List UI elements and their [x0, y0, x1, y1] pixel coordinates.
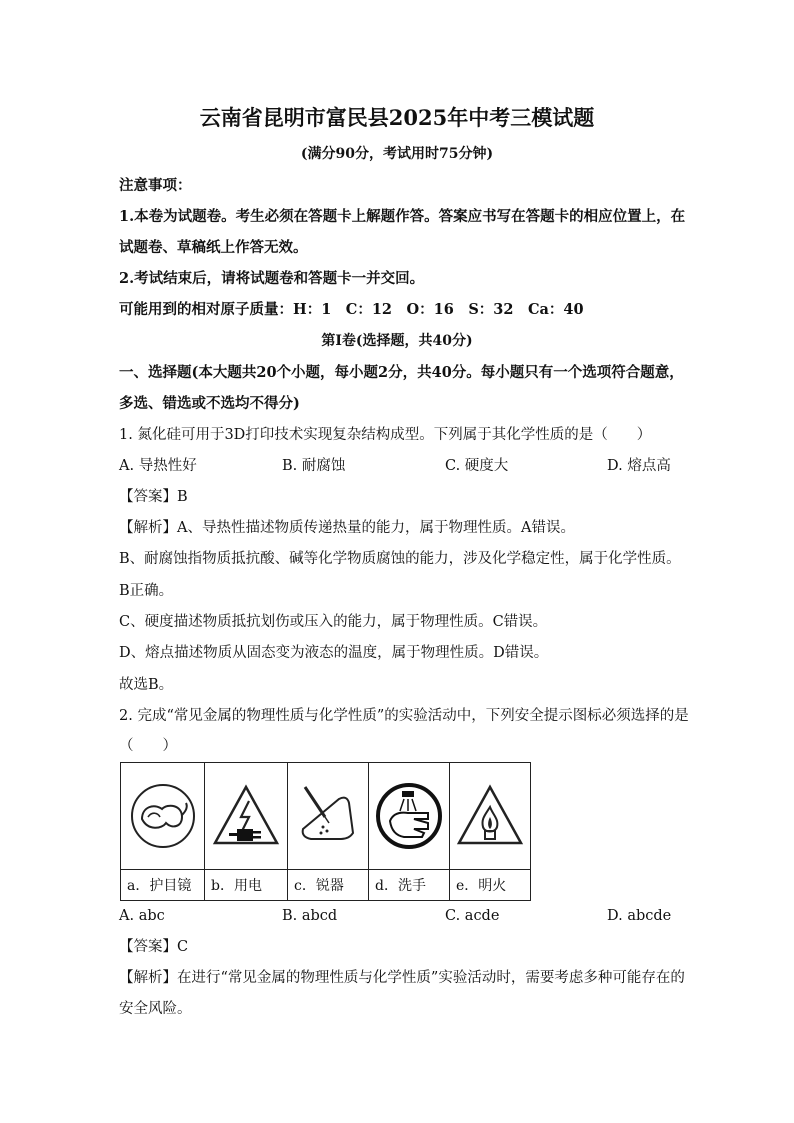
question-1-stem: 1. 氮化硅可用于3D打印技术实现复杂结构成型。下列属于其化学性质的是（ ） [119, 427, 652, 443]
wash-hands-icon [374, 781, 444, 851]
sharp-object-icon [293, 781, 363, 851]
question-2-option-c: C. acde [445, 908, 500, 924]
section-title: 第Ⅰ卷(选择题，共40分) [321, 333, 473, 349]
part-heading: 一、选择题(本大题共20个小题，每小题2分，共40分。每小题只有一个选项符合题意， [119, 364, 684, 381]
question-1-option-c: C. 硬度大 [445, 458, 509, 474]
open-flame-icon [455, 781, 525, 851]
question-1-analysis: B、耐腐蚀指物质抵抗酸、碱等化学物质腐蚀的能力，涉及化学稳定性，属于化学性质。 [119, 551, 681, 567]
electricity-icon [211, 781, 281, 851]
question-1-analysis: C、硬度描述物质抵抗划伤或压入的能力，属于物理性质。C错误。 [119, 614, 548, 630]
safety-signs-table [120, 762, 531, 901]
question-1-option-b: B. 耐腐蚀 [282, 458, 346, 474]
sign-label-b: b．用电 [205, 870, 288, 901]
goggles-icon [128, 781, 198, 851]
question-1-option-d: D. 熔点高 [607, 458, 671, 474]
atomic-masses: 可能用到的相对原子质量：H：1 C：12 O：16 S：32 Ca：40 [119, 301, 584, 318]
sign-cell [121, 763, 205, 870]
sign-label-e: e．明火 [450, 870, 531, 901]
question-1-option-a: A. 导热性好 [119, 458, 197, 474]
sign-label-a: a．护目镜 [121, 870, 205, 901]
sign-cell [205, 763, 288, 870]
sign-label-c: c．锐器 [288, 870, 369, 901]
note-line: 1.本卷为试题卷。考生必须在答题卡上解题作答。答案应书写在答题卡的相应位置上，在 [119, 208, 686, 225]
question-1-analysis: 故选B。 [119, 677, 174, 693]
question-1-answer: 【答案】B [119, 489, 188, 505]
sign-label-d: d．洗手 [369, 870, 450, 901]
question-2-analysis: 安全风险。 [119, 1001, 192, 1017]
question-2-option-a: A. abc [119, 908, 165, 924]
question-1-analysis: D、熔点描述物质从固态变为液态的温度，属于物理性质。D错误。 [119, 645, 549, 661]
sign-cell [288, 763, 369, 870]
sign-cell [450, 763, 531, 870]
question-2-option-d: D. abcde [607, 908, 672, 924]
exam-subtitle: (满分90分，考试用时75分钟) [300, 146, 494, 162]
question-1-analysis: 【解析】A、导热性描述物质传递热量的能力，属于物理性质。A错误。 [119, 520, 575, 536]
note-line: 试题卷、草稿纸上作答无效。 [119, 239, 308, 256]
question-2-option-b: B. abcd [282, 908, 338, 924]
sign-cell [369, 763, 450, 870]
question-2-answer: 【答案】C [119, 939, 189, 955]
question-2-analysis: 【解析】在进行“常见金属的物理性质与化学性质”实验活动时，需要考虑多种可能存在的 [119, 970, 685, 986]
question-2-stem-cont: （ ） [119, 738, 177, 754]
question-1-analysis: B正确。 [119, 583, 174, 599]
note-line: 2.考试结束后，请将试题卷和答题卡一并交回。 [119, 270, 425, 287]
part-heading: 多选、错选或不选均不得分) [119, 395, 300, 412]
page-title: 云南省昆明市富民县2025年中考三模试题 [199, 105, 595, 130]
question-2-stem: 2. 完成“常见金属的物理性质与化学性质”的实验活动中，下列安全提示图标必须选择的是 [119, 708, 689, 724]
notes-heading: 注意事项： [119, 177, 192, 194]
